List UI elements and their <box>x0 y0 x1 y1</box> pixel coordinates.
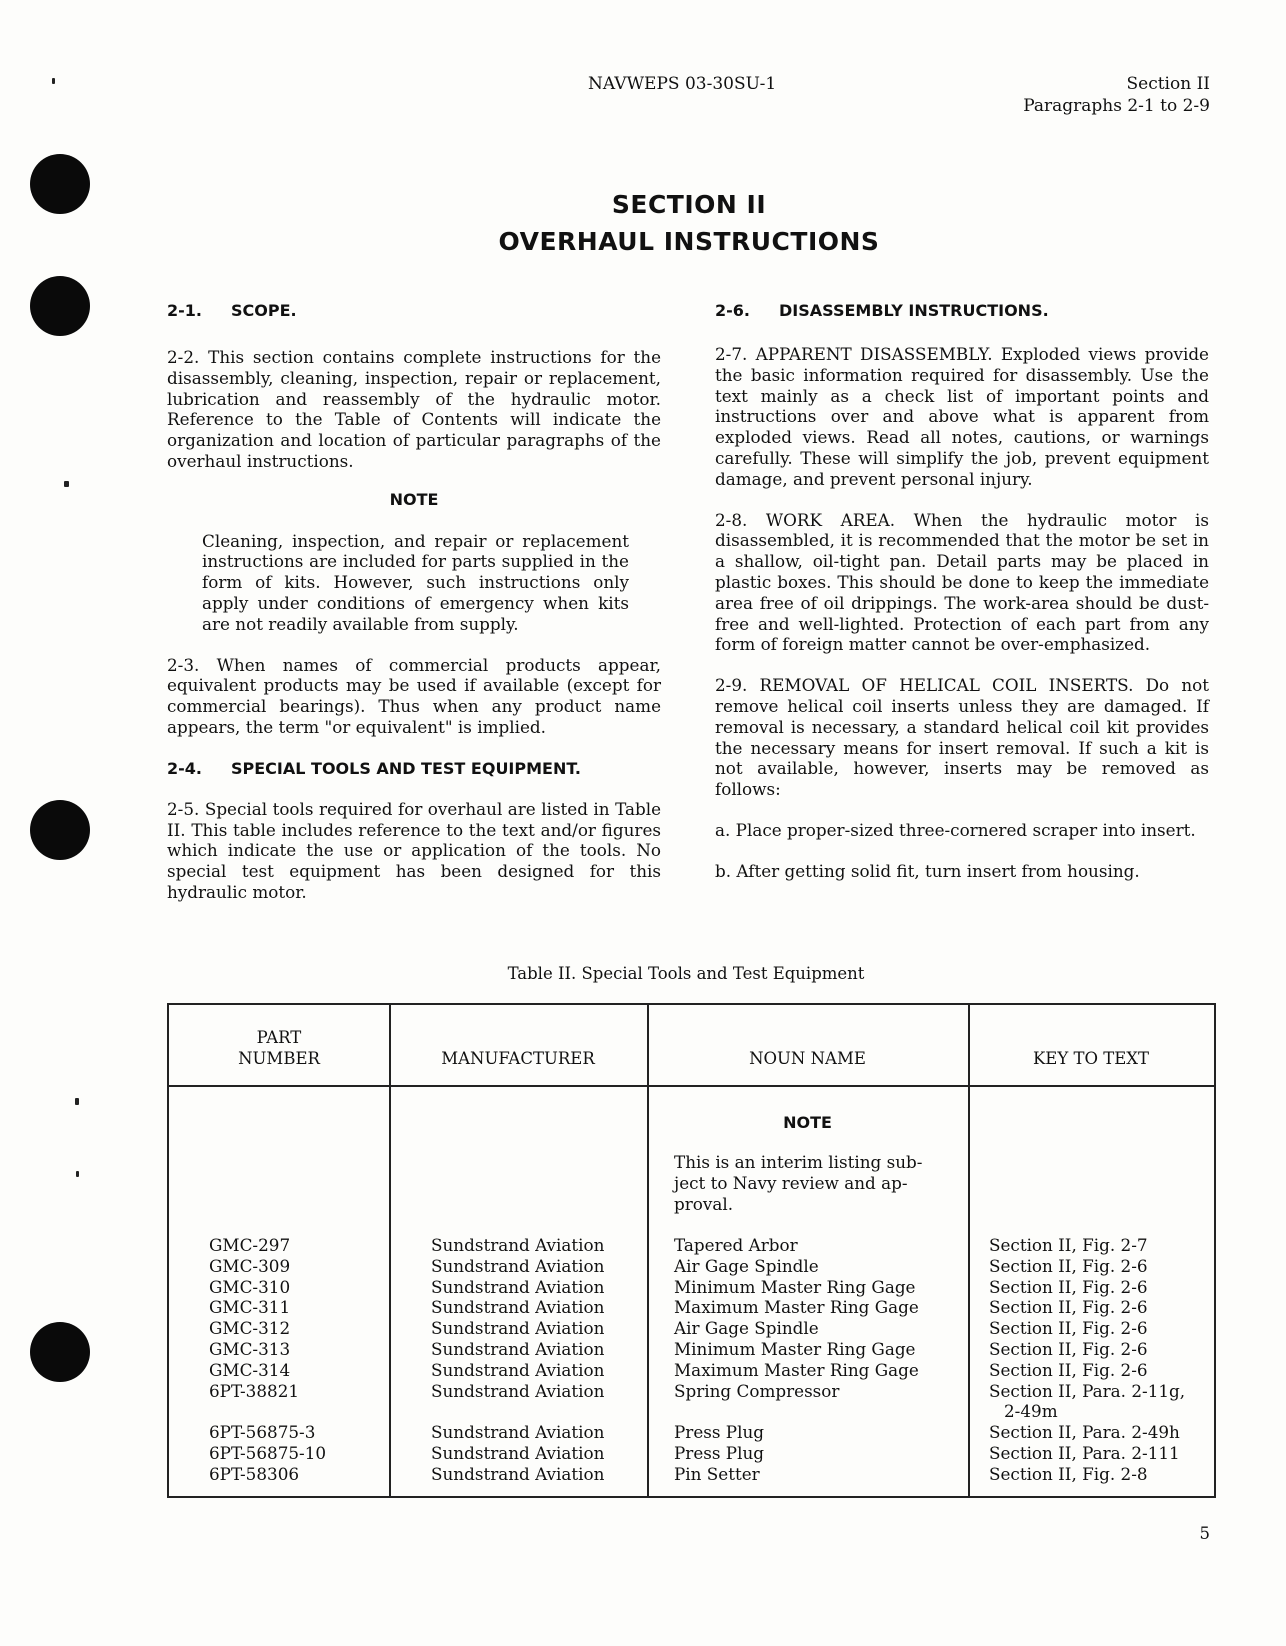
cell-noun-name: Spring Compressor <box>674 1380 840 1401</box>
table-note-line: This is an interim listing sub- <box>674 1152 923 1172</box>
cell-noun-name: Tapered Arbor <box>674 1235 798 1255</box>
cell-key-to-text: Section II, Fig. 2-6 <box>989 1297 1148 1318</box>
table-note-line: proval. <box>674 1193 734 1214</box>
cell-part-number: GMC-309 <box>209 1255 291 1276</box>
cell-manufacturer: Sundstrand Aviation <box>431 1422 605 1443</box>
binder-hole <box>30 800 90 860</box>
paragraph-range: Paragraphs 2-1 to 2-9 <box>1023 96 1210 116</box>
cell-part-number: 6PT-56875-3 <box>209 1422 316 1443</box>
cell-key-to-text: Section II, Para. 2-11g, <box>989 1380 1186 1401</box>
cell-part-number: GMC-313 <box>209 1339 291 1359</box>
paragraph-2-9: 2-9. REMOVAL OF HELICAL COIL INSERTS. Do not remove helical coil inserts unless they are damaged. If removal is necessary, a standard helical coil kit provides the necessary means for insert removal. If such a kit is not available, however, inserts may be removed as follows: <box>715 675 1209 800</box>
cell-part-number: GMC-312 <box>209 1318 291 1339</box>
cell-noun-name: Maximum Master Ring Gage <box>674 1359 919 1380</box>
paragraph-2-5: 2-5. Special tools required for overhaul are listed in Table II. This table includes reference to the text and/or figures which indicate the use or application of the tools. No special test equipment has been designed for this hydraulic motor. <box>167 798 661 902</box>
section-subtitle: OVERHAUL INSTRUCTIONS <box>498 227 880 256</box>
section-label: Section II <box>1126 74 1210 94</box>
heading-text: SPECIAL TOOLS AND TEST EQUIPMENT. <box>231 758 581 778</box>
header-manufacturer: MANUFACTURER <box>441 1049 595 1068</box>
header-noun-name: NOUN NAME <box>749 1049 866 1068</box>
heading-scope <box>167 301 661 321</box>
heading-text: SCOPE. <box>231 301 297 320</box>
paragraph-2-2: 2-2. This section contains complete instructions for the disassembly, cleaning, inspection, repair or replacement, lubrication and reassembly of the hydraulic motor. Reference to the Table of Contents will indicate the organization and location of particular paragraphs of the overhaul instructions. <box>167 347 661 471</box>
cell-part-number: GMC-310 <box>209 1276 291 1297</box>
right-column <box>715 301 1209 882</box>
cell-key-to-text: Section II, Fig. 2-7 <box>989 1235 1148 1255</box>
note-title: NOTE <box>389 489 439 509</box>
scan-speck <box>64 481 69 487</box>
section-title: SECTION II <box>611 190 767 219</box>
step-b: b. After getting solid fit, turn insert from housing. <box>715 860 1140 881</box>
heading-number: 2-4. <box>167 758 202 778</box>
cell-key-to-text: Section II, Fig. 2-6 <box>989 1339 1148 1359</box>
heading-disassembly <box>715 301 1209 321</box>
cell-part-number: 6PT-56875-10 <box>209 1443 327 1463</box>
cell-noun-name: Air Gage Spindle <box>674 1318 819 1339</box>
binder-hole <box>30 1322 90 1382</box>
cell-manufacturer: Sundstrand Aviation <box>431 1318 605 1339</box>
paragraph-2-7: 2-7. APPARENT DISASSEMBLY. Exploded views provide the basic information required for disassembly. Use the text mainly as a check list of important points and instructions over and above what is apparent from exploded views. Read all notes, cautions, or warnings carefully. These will simplify the job, prevent equipment damage, and prevent personal injury. <box>715 344 1209 489</box>
cell-part-number: GMC-311 <box>209 1297 291 1318</box>
cell-key-to-text: Section II, Fig. 2-6 <box>989 1276 1148 1297</box>
heading-number: 2-6. <box>715 301 750 320</box>
cell-key-to-text: Section II, Fig. 2-8 <box>989 1463 1148 1484</box>
left-column <box>167 301 661 903</box>
cell-noun-name: Press Plug <box>674 1422 765 1443</box>
heading-number: 2-1. <box>167 301 202 320</box>
header-key-to-text: KEY TO TEXT <box>1032 1049 1150 1068</box>
cell-key-to-text: Section II, Fig. 2-6 <box>989 1318 1148 1339</box>
cell-noun-name: Air Gage Spindle <box>674 1255 819 1276</box>
cell-key-to-text: Section II, Fig. 2-6 <box>989 1255 1148 1276</box>
cell-key-to-text: Section II, Para. 2-111 <box>989 1443 1180 1463</box>
cell-manufacturer: Sundstrand Aviation <box>431 1463 605 1484</box>
cell-noun-name: Minimum Master Ring Gage <box>674 1276 916 1297</box>
cell-part-number: GMC-314 <box>209 1359 291 1380</box>
note-text: Cleaning, inspection, and repair or replacement instructions are included for parts supplied in the form of kits. However, such instructions only apply under conditions of emergency when kits are not readily available from supply. <box>202 530 629 634</box>
cell-manufacturer: Sundstrand Aviation <box>431 1339 605 1359</box>
cell-noun-name: Press Plug <box>674 1443 765 1463</box>
cell-manufacturer: Sundstrand Aviation <box>431 1255 605 1276</box>
cell-manufacturer: Sundstrand Aviation <box>431 1359 605 1380</box>
cell-manufacturer: Sundstrand Aviation <box>431 1276 605 1297</box>
cell-part-number: GMC-297 <box>209 1235 291 1255</box>
cell-manufacturer: Sundstrand Aviation <box>431 1297 605 1318</box>
table-note-text <box>674 1152 922 1214</box>
cell-key-to-text: Section II, Para. 2-49h <box>989 1422 1180 1443</box>
table-caption: Table II. Special Tools and Test Equipment <box>507 964 865 983</box>
cell-key-to-text-continued: 2-49m <box>1004 1401 1058 1422</box>
paragraph-2-3: 2-3. When names of commercial products appear, equivalent products may be used if available (except for commercial bearings). Thus when any product name appears, the term "or equivalent" is implied. <box>167 654 661 737</box>
table-note-line: ject to Navy review and ap- <box>674 1172 908 1193</box>
header-part-number <box>169 1027 389 1069</box>
cell-noun-name: Maximum Master Ring Gage <box>674 1297 919 1318</box>
table-note-title: NOTE <box>783 1113 832 1132</box>
header-number-line: NUMBER <box>238 1049 320 1068</box>
scan-speck <box>52 78 55 84</box>
cell-part-number: 6PT-58306 <box>209 1463 300 1484</box>
cell-part-number: 6PT-38821 <box>209 1380 300 1401</box>
cell-manufacturer: Sundstrand Aviation <box>431 1443 605 1463</box>
page-number: 5 <box>1199 1524 1210 1543</box>
step-a: a. Place proper-sized three-cornered scraper into insert. <box>715 819 1196 840</box>
document-number: NAVWEPS 03-30SU-1 <box>588 74 777 94</box>
paragraph-2-8: 2-8. WORK AREA. When the hydraulic motor is disassembled, it is recommended that the motor be set in a shallow, oil-tight pan. Detail parts may be placed in plastic boxes. This should be done to keep the immediate area free of oil drippings. The work-area should be dust-free and well-lighted. Protection of each part from any form of foreign matter cannot be over-emphasized. <box>715 509 1209 655</box>
cell-noun-name: Pin Setter <box>674 1463 760 1484</box>
scan-speck <box>76 1171 79 1177</box>
heading-special-tools <box>167 759 661 779</box>
cell-key-to-text: Section II, Fig. 2-6 <box>989 1359 1148 1380</box>
cell-manufacturer: Sundstrand Aviation <box>431 1235 605 1255</box>
cell-noun-name: Minimum Master Ring Gage <box>674 1339 916 1359</box>
special-tools-table <box>167 1003 1216 1498</box>
cell-manufacturer: Sundstrand Aviation <box>431 1380 605 1401</box>
heading-text: DISASSEMBLY INSTRUCTIONS. <box>779 301 1049 320</box>
binder-hole <box>30 276 90 336</box>
scan-speck <box>75 1098 79 1105</box>
header-part-line: PART <box>256 1028 302 1047</box>
